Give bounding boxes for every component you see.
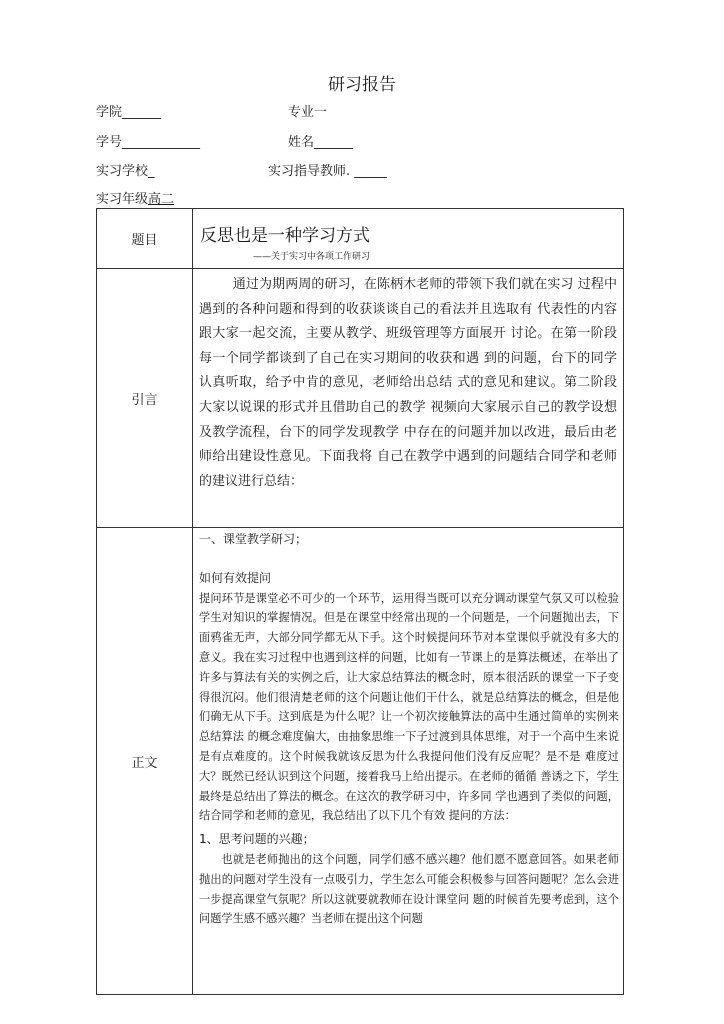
name-field: 姓名______ — [288, 135, 354, 150]
body-heading: 一、课堂教学研习； — [199, 532, 308, 546]
intro-cell — [193, 269, 624, 528]
school-field: 实习学校_ — [96, 164, 155, 179]
topic-subtitle: ——关于实习中各项工作研习 — [253, 252, 371, 262]
college-field: 学院______ — [96, 105, 162, 120]
body-spacer — [199, 550, 619, 569]
topic-title: 反思也是一种学习方式 — [200, 226, 370, 246]
intro-row — [97, 269, 624, 528]
grade-label: 实习年级 — [96, 192, 149, 207]
body-row — [97, 528, 624, 995]
intro-text: 通过为期两周的研习，在陈柄木老师的带领下我们就在实习 过程中遇到的各种问题和得到的收获谈谈自己的看法并且选取有 代表性的内容跟大家一起交流，主要从教学、班级管理等方面展开 讨论。在第一阶段每一个同学都谈到了自己在实习期间的收获和遇 到的问题，台下的同学认真听取，给予中肯的意见，老师给出总结 式的意见和建议。第二阶段大家以说课的形式并且借助自己的教学 视频向大家展示自己的教学设想及教学流程，台下的同学发现教学 中存在的问题并加以改进，最后由老师给出建设性意见。下面我将 自己在教学中遇到的问题结合同学和老师的建议进行总结： — [199, 277, 617, 489]
mentor-field: 实习指导教师. _____ — [268, 164, 387, 179]
report-table — [96, 208, 624, 995]
body-cell — [193, 528, 624, 995]
major-field: 专业一 — [288, 105, 328, 120]
student-id-field: 学号____________ — [96, 135, 201, 150]
body-subheading: 如何有效提问 — [199, 570, 272, 585]
body-paragraph: 提问环节是课堂必不可少的一个环节，运用得当既可以充分调动课堂气氛又可以检验学生对知识的掌握情况。但是在课堂中经常出现的一个问题是，一个问题抛出去，下面鸦雀无声，大部分同学都无从下手。这个时候提问环节对本堂课似乎就没有多大的意义。我在实习过程中也遇到这样的问题，比如有一节课上的是算法概述，在举出了许多与算法有关的实例之后，让大家总结算法的概念时，原本很活跃的课堂一下子变得很沉闷。他们很清楚老师的这个问题让他们干什么，就是总结算法的概念，但是他们确无从下手。这到底是为什么呢？让一个初次接触算法的高中生通过简单的实例来总结算法 的概念难度偏大，由抽象思维一下子过渡到具体思维，对于一个高中生来说 是有点难度的。这个时候我就该反思为什么我提问他们没有反应呢？是不是 难度过大？既然已经认识到这个问题，接着我马上给出提示。在老师的循循 善诱之下，学生最终是总结出了算法的概念。在这次的教学研习中，许多同 学也遇到了类似的问题，结合同学和老师的意见，我总结出了以下几个有效 提问的方法： — [199, 591, 619, 823]
grade-value: 高二 — [148, 192, 175, 207]
page-title: 研习报告 — [328, 75, 396, 95]
topic-row — [97, 209, 624, 269]
intro-label: 引言 — [97, 269, 193, 528]
body-paragraph: 也就是老师抛出的这个问题，同学们感不感兴趣？他们愿不愿意回答。如果老师抛出的问题对学生没有一点吸引力，学生怎么可能会积极参与回答问题呢？怎么会进一步提高课堂气氛呢？所以这就要就教师在设计课堂问 题的时候首先要考虑到，这个问题学生感不感兴趣？当老师在提出这个问题 — [199, 852, 619, 926]
grade-field — [96, 188, 174, 207]
body-point-heading: 1、思考问题的兴趣； — [199, 832, 315, 847]
body-label: 正文 — [97, 528, 193, 995]
topic-label: 题目 — [97, 209, 193, 269]
topic-cell — [193, 209, 624, 269]
